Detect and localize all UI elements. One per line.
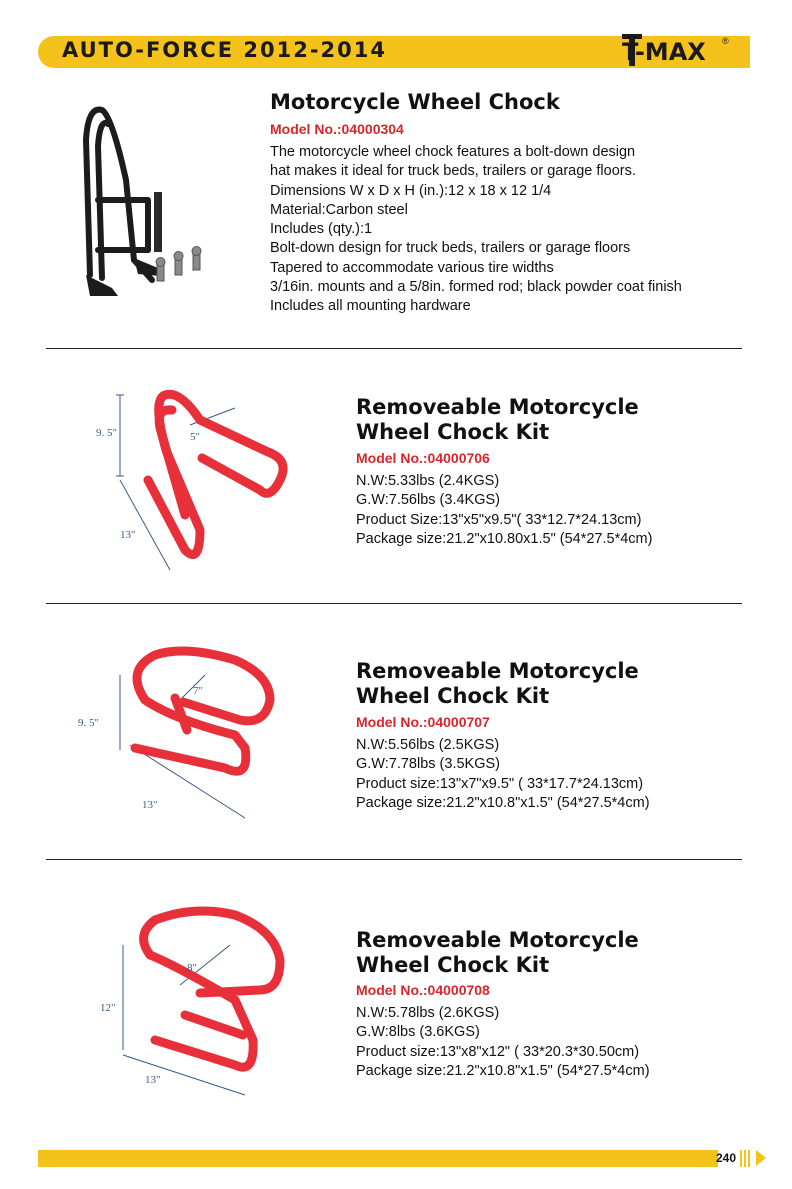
spec-line: Product size:13"x7"x9.5" ( 33*17.7*24.13cm)	[356, 775, 644, 792]
product-specs	[356, 1004, 650, 1081]
description-line: Tapered to accommodate various tire widths	[270, 259, 554, 276]
spec-line: G.W:8lbs (3.6KGS)	[356, 1024, 480, 1041]
footer-bar	[38, 1150, 718, 1167]
description-line: Includes (qty.):1	[270, 221, 373, 238]
spec-line: G.W:7.78lbs (3.5KGS)	[356, 756, 500, 773]
dim-height: 12"	[100, 1002, 116, 1014]
section-divider	[46, 859, 742, 860]
spec-line: Package size:21.2"x10.8"x1.5" (54*27.5*4cm)	[356, 1062, 650, 1079]
product-title	[356, 928, 639, 978]
dim-width: 8"	[187, 962, 197, 974]
description-line: 3/16in. mounts and a 5/8in. formed rod; black powder coat finish	[270, 279, 682, 296]
dim-width: 7"	[193, 685, 203, 697]
catalog-title: AUTO-FORCE 2012-2014	[62, 38, 387, 62]
product-title-line: Removeable Motorcycle	[356, 928, 639, 952]
product-title-line: Wheel Chock Kit	[356, 684, 550, 708]
product-title	[270, 90, 560, 115]
dim-length: 13"	[120, 529, 136, 541]
model-number: Model No.:04000707	[356, 714, 490, 730]
dim-length: 13"	[142, 799, 158, 811]
page-number: 240	[716, 1151, 737, 1165]
next-arrow-icon	[756, 1150, 766, 1166]
product-title-line: Motorcycle Wheel Chock	[270, 90, 560, 114]
product-title-line: Removeable Motorcycle	[356, 395, 639, 419]
wheel-chock-kit-image-04000707	[75, 640, 315, 820]
model-number: Model No.:04000304	[270, 121, 404, 137]
registered-mark: ®	[722, 36, 729, 46]
wheel-chock-kit-image-04000706	[90, 380, 310, 580]
section-divider	[46, 348, 742, 349]
product-title	[356, 395, 639, 445]
section-divider	[46, 603, 742, 604]
wheel-chock-image-04000304	[72, 100, 252, 305]
product-title	[356, 659, 639, 709]
footer-stripes	[740, 1150, 752, 1167]
spec-line: Product size:13"x8"x12" ( 33*20.3*30.50cm)	[356, 1043, 640, 1060]
description-line: The motorcycle wheel chock features a bolt-down design	[270, 144, 636, 160]
product-title-line: Wheel Chock Kit	[356, 420, 550, 444]
description-line: Includes all mounting hardware	[270, 298, 471, 315]
product-title-line: Wheel Chock Kit	[356, 953, 550, 977]
spec-line: Package size:21.2"x10.8"x1.5" (54*27.5*4cm)	[356, 794, 650, 811]
spec-line: Product Size:13"x5"x9.5"( 33*12.7*24.13cm)	[356, 511, 642, 528]
dim-height: 9. 5"	[78, 717, 99, 729]
dim-width: 5"	[190, 431, 200, 443]
description-line: Dimensions W x D x H (in.):12 x 18 x 12 1/4	[270, 182, 552, 199]
product-description	[270, 143, 682, 317]
product-specs	[356, 736, 650, 813]
wheel-chock-kit-image-04000708	[95, 905, 310, 1105]
spec-line: Package size:21.2"x10.80x1.5" (54*27.5*4cm)	[356, 530, 653, 547]
brand-name: T-MAX	[622, 38, 706, 66]
dim-length: 13"	[145, 1074, 161, 1086]
description-line: Bolt-down design for truck beds, trailers or garage floors	[270, 240, 631, 257]
model-number: Model No.:04000708	[356, 982, 490, 998]
spec-line: N.W:5.33lbs (2.4KGS)	[356, 473, 500, 489]
description-line: hat makes it ideal for truck beds, trailers or garage floors.	[270, 163, 636, 180]
description-line: Material:Carbon steel	[270, 201, 408, 218]
dim-height: 9. 5"	[96, 427, 117, 439]
spec-line: G.W:7.56lbs (3.4KGS)	[356, 492, 500, 509]
spec-line: N.W:5.56lbs (2.5KGS)	[356, 737, 500, 753]
model-number: Model No.:04000706	[356, 450, 490, 466]
product-specs	[356, 472, 652, 549]
spec-line: N.W:5.78lbs (2.6KGS)	[356, 1005, 500, 1021]
product-title-line: Removeable Motorcycle	[356, 659, 639, 683]
